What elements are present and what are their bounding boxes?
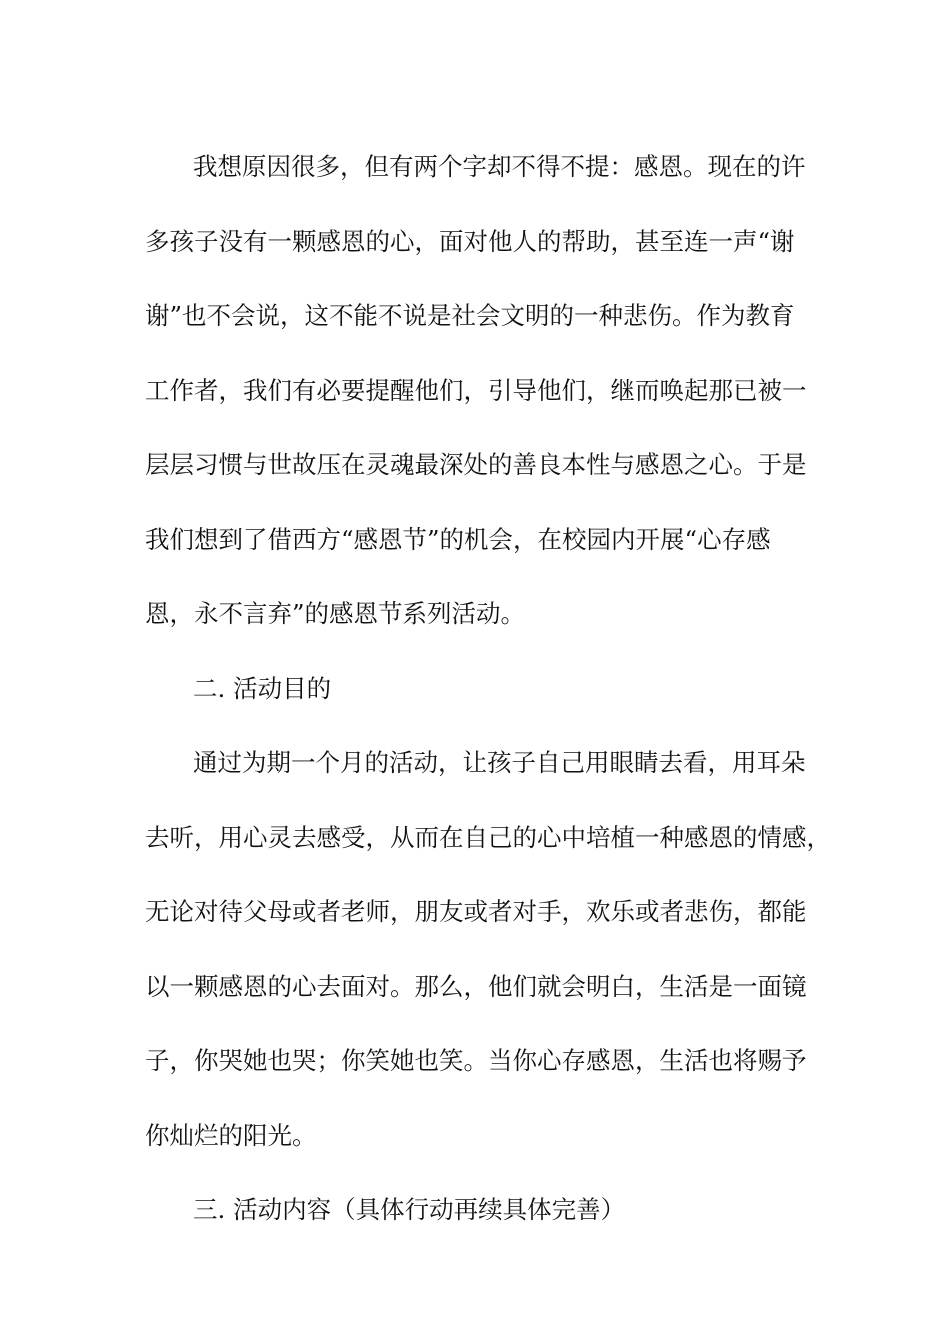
text-line: 层层习惯与世故压在灵魂最深处的善良本性与感恩之心。于是 [145,450,807,479]
paragraph-purpose [145,726,831,1173]
text-line: 恩，永不言弃”的感恩节系列活动。 [145,599,526,628]
section-heading-purpose: 二. 活动目的 [193,673,332,703]
text-line: 子，你哭她也哭；你笑她也笑。当你心存感恩，生活也将赐予 [145,1046,807,1075]
document-body [145,130,831,1248]
text-line: 以一颗感恩的心去面对。那么，他们就会明白，生活是一面镜 [145,971,807,1001]
text-line: 你灿烂的阳光。 [145,1120,317,1150]
text-line: 通过为期一个月的活动，让孩子自己用眼睛去看，用耳朵 [193,748,806,777]
paragraph-background [145,130,805,652]
text-line: 我想原因很多，但有两个字却不得不提：感恩。现在的许 [193,152,806,181]
section-heading-content: 三. 活动内容（具体行动再续具体完善） [193,1195,626,1224]
text-line: 去听，用心灵去感受，从而在自己的心中培植一种感恩的情感， [145,822,831,852]
text-line: 我们想到了借西方“感恩节”的机会，在校园内开展“心存感 [145,524,771,554]
text-line: 谢”也不会说，这不能不说是社会文明的一种悲伤。作为教育 [145,301,795,330]
text-line: 工作者，我们有必要提醒他们，引导他们，继而唤起那已被一 [145,375,807,405]
text-line: 多孩子没有一颗感恩的心，面对他人的帮助，甚至连一声“谢 [145,226,795,256]
text-line: 无论对待父母或者老师，朋友或者对手，欢乐或者悲伤，都能 [145,897,807,926]
